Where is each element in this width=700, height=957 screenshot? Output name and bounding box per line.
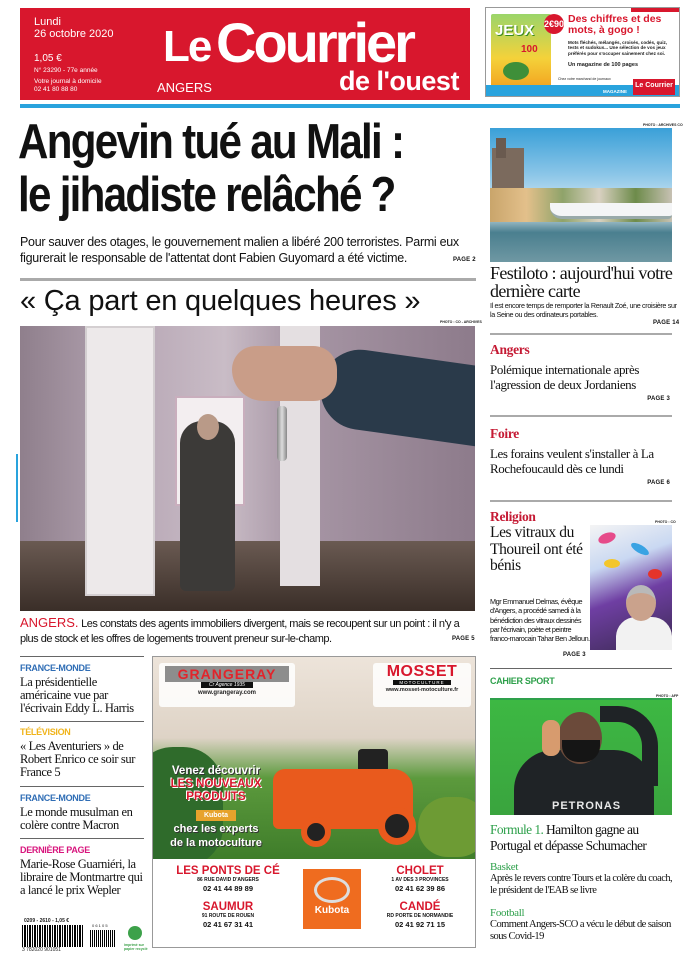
ad-line-discover: Venez découvrir [171,765,261,777]
glass-pattern [604,559,620,568]
masthead-subscription [34,78,102,94]
housing-caption [20,615,476,647]
lead-standfirst: Pour sauver des otages, le gouvernement malien a libéré 200 terroristes. Parmi eux figurerait le responsable de l'attentat dont Fabien Guyomard a été victime. [20,235,459,265]
housing-photo-credit: PHOTO : CO - ARCHIVES [440,320,482,324]
barcode-price-code: 0209 - 2610 - 1,05 € [24,918,70,924]
brief-item[interactable] [20,727,144,779]
sport-brief-kicker: Basket [490,861,519,873]
promo-footer-note: Chez votre marchand de journaux [558,77,611,81]
glass-pattern [597,530,617,546]
photo-driver-arm [600,706,658,786]
store-les-ponts-de-ce [163,865,293,894]
ad-line-new: LES NOUVEAUX [170,778,262,790]
ad-line-products: PRODUITS [186,791,246,803]
story-headline: Les vitraux du Thoureil ont été bénis [490,524,583,574]
barcode-addon-bars [90,930,116,947]
mosset-logo: MOSSET [386,663,458,680]
logo-de-l-ouest: de l'ouest [339,66,459,96]
recycle-icon [128,926,142,940]
photo-sponsor-text: PETRONAS [552,800,622,812]
ad-bush-right [418,797,476,857]
promo-red-bar [631,8,679,12]
cover-mascot-icon [503,62,529,80]
ad-headline [157,765,275,850]
tractor-rear-wheel [378,807,416,845]
masthead-price: 1,05 € [34,53,62,64]
cover-title: JEUX [495,22,535,39]
thumbs-up-icon [542,720,560,756]
brief-kicker: FRANCE-MONDE [20,663,91,673]
sport-brief-kicker: Football [490,907,525,919]
story-headline: Polémique internationale après l'agression de deux Jordaniens [490,362,640,392]
story-kicker: Religion [490,509,536,524]
f1-kicker: Formule 1. [490,822,544,837]
kubota-dealer-ad[interactable] [152,656,476,948]
store-city: CANDÉ [399,901,441,913]
story-angers[interactable] [490,342,678,402]
festiloto-headline[interactable]: Festiloto : aujourd'hui votre dernière carte [490,263,673,301]
photo-bishop-head [626,585,656,621]
religion-text: Mgr Emmanuel Delmas, évêque d'Angers, a procédé samedi à la bénédiction des vitraux dessinés par l'écrivain, poète et peintre franco-marocain Tahar Ben Jelloun. [490,597,590,644]
lead-headline-line2: le jihadiste relâché ? [18,168,395,222]
price-badge: 2€90 [544,14,564,34]
housing-headline[interactable]: « Ça part en quelques heures » [20,285,421,317]
barcode-bars [22,925,84,947]
ad-store-list [153,859,475,948]
brief-item[interactable] [20,793,144,832]
magazine-promo-ad[interactable] [485,7,680,97]
mosset-brand [373,663,471,707]
stained-glass-photo [590,525,672,650]
store-address: 91 ROUTE DE ROUEN [201,913,255,919]
blue-margin-marker [16,454,18,522]
store-city: SAUMUR [202,901,254,913]
lead-headline[interactable] [18,116,414,222]
store-cande [367,901,473,930]
story-kicker: Foire [490,426,519,441]
story-page-ref[interactable]: PAGE 3 [647,396,670,402]
section-divider [20,278,476,281]
grangeray-url[interactable]: www.grangeray.com [197,690,257,696]
sport-brief-text: Comment Angers-SCO a vécu le début de saison sous Covid-19 [490,919,671,942]
ad-line-motoculture: de la motoculture [170,837,262,849]
masthead-issue: N° 23290 - 77e année [34,67,98,74]
brief-divider [20,656,144,657]
brief-headline: Le monde musulman en colère contre Macron [20,805,133,832]
story-foire[interactable] [490,426,678,486]
glass-pattern [648,569,662,579]
promo-courrier-logo: Le Courrier [633,79,675,95]
story-headline: Les forains veulent s'installer à La Rochefoucauld dès ce lundi [490,446,654,476]
photo-person [180,421,235,591]
religion-photo-credit: PHOTO : CO [655,520,676,524]
sport-section-label[interactable]: CAHIER SPORT [490,676,555,686]
right-divider [490,500,672,502]
photo-cruise-boat [550,203,672,219]
photo-door-left [85,326,155,596]
barcode-number: 3 782020 901051 [22,947,61,953]
brief-divider [20,838,144,839]
mosset-tagline: MOTOCULTURE [393,680,451,685]
barcode [20,918,150,954]
masthead-full-date: 26 octobre 2020 [34,28,114,40]
photo-arm [315,345,475,448]
store-phone[interactable]: 02 41 67 31 41 [202,920,254,929]
promo-footer-label: MAGAZINE [603,89,627,94]
brief-item[interactable] [20,845,144,897]
masthead-date [34,16,114,40]
brief-headline: Marie-Rose Guarniéri, la libraire de Montmartre qui a lancé le prix Wepler [20,857,143,897]
store-city: CHOLET [396,865,444,877]
store-phone[interactable]: 02 41 92 71 15 [394,920,446,929]
brief-headline: « Les Aventuriers » de Robert Enrico ce soir sur France 5 [20,739,135,779]
cover-number: 100 [521,44,538,55]
subscription-phone: 02 41 80 88 80 [34,86,78,93]
logo-courrier: Courrier [216,11,413,74]
keys-handover-photo [20,326,475,611]
photo-cathedral-tower [496,138,506,158]
hamilton-photo [490,700,672,815]
sport-brief-football[interactable] [490,907,680,942]
story-page-ref[interactable]: PAGE 6 [647,480,670,486]
subscription-label: Votre journal à domicile [34,78,102,85]
store-saumur [163,901,293,930]
kubota-emblem-icon [314,877,350,903]
promo-headline: Des chiffres et des mots, à gogo ! [568,13,662,36]
sport-brief-text: Après le revers contre Tours et la colère du coach, le président de l'EAB se livre [490,873,673,896]
f1-headline[interactable] [490,822,680,853]
store-address: RD PORTE DE NORMANDIE [386,913,454,919]
photo-person-head [197,414,219,440]
festiloto-text: Il est encore temps de remporter la Renault Zoé, une croisière sur la Seine ou des ordinateurs portables. [490,301,677,319]
brief-item[interactable] [20,663,144,715]
magazine-cover-image [491,14,551,94]
brief-divider [20,786,144,787]
grangeray-tagline: Cr Agence 1935 [201,682,253,688]
story-kicker: Angers [490,342,530,357]
kubota-logo-text: Kubota [314,905,350,916]
store-address: 1 AV DES 3 PROVINCES [391,877,449,883]
masthead-blue-rule [20,104,680,108]
tractor-front-wheel [301,817,331,847]
housing-kicker: ANGERS. [20,615,79,630]
store-city: LES PONTS DE CÉ [176,865,280,877]
key-icon [277,406,287,461]
mosset-url[interactable]: www.mosset-motoculture.fr [385,687,459,693]
kubota-badge: Kubota [196,810,236,821]
store-address: 86 RUE DAVID D'ANGERS [197,877,259,883]
grangeray-logo: GRANGERAY [165,666,289,682]
promo-magazine-note: Un magazine de 100 pages [568,62,638,68]
ad-line-experts: chez les experts [173,823,259,835]
sport-brief-basket[interactable] [490,861,680,896]
kubota-logo [303,869,361,929]
f1-headline-text: Hamilton gagne au Portugal et dépasse Schumacher [490,822,647,853]
housing-page-ref[interactable]: PAGE 5 [452,636,475,642]
festiloto-page-ref[interactable]: PAGE 14 [653,320,680,326]
right-divider [490,333,672,335]
barcode-addon-number: 0 6 1 0 5 [92,923,108,928]
photo-bishop-robe [616,617,672,650]
brief-headline: La présidentielle américaine vue par l'écrivain Eddy L. Harris [20,675,134,715]
right-divider [490,668,672,669]
brief-kicker: FRANCE-MONDE [20,793,91,803]
grangeray-brand [159,663,295,707]
right-divider [490,415,672,417]
store-phone[interactable]: 02 41 62 39 86 [394,884,446,893]
recycle-label: imprimé sur papier recyclé [124,943,148,951]
store-phone[interactable]: 02 41 44 89 89 [202,884,254,893]
festiloto-photo-credit: PHOTO : ARCHIVES CO [643,123,683,127]
story-religion[interactable] [490,509,590,575]
logo-le: Le [163,22,211,71]
seine-cruise-photo [490,128,672,262]
brief-kicker: TÉLÉVISION [20,727,71,737]
store-cholet [367,865,473,894]
lead-headline-line1: Angevin tué au Mali : [18,115,404,169]
glass-pattern [629,541,650,558]
sport-photo-credit: PHOTO : AFP [656,694,679,698]
promo-body: Mots fléchés, mélangés, croisés, codés, quiz, tests et sudokus... Une sélection de vos jeux préférés pour s'occuper sainement chez soi. [568,40,668,56]
lead-page-ref[interactable]: PAGE 2 [453,257,476,263]
photo-hand [232,346,337,401]
masthead [20,8,470,100]
brief-kicker: DERNIÈRE PAGE [20,845,90,855]
masthead-day: Lundi [34,16,61,28]
housing-caption-text: Les constats des agents immobiliers divergent, mais se recoupent sur un point : il n'y a plus de stock et les offres de logements trouvent preneur sur-le-champ. [20,618,460,645]
religion-page-ref[interactable]: PAGE 3 [563,652,586,658]
brief-divider [20,721,144,722]
edition-city: ANGERS [157,80,212,95]
